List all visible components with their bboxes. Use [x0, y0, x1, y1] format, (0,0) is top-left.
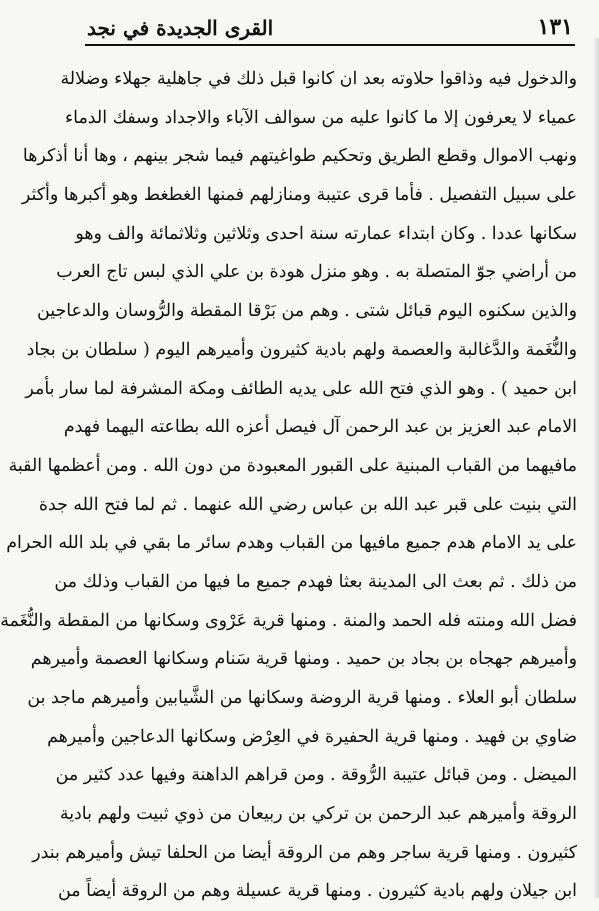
text-line: والنُّغَمة والدَّغالبة والعصمة ولهم بادية كثيرون وأميرهم اليوم ( سلطان بن بجاد [26, 339, 577, 360]
text-line: مافيهما من القباب المبنية على القبور المعبودة من دون الله . ومن أعظمها القبة [8, 455, 577, 476]
text-line: ضاوي بن فهيد . ومنها قرية الحفيرة في العِرْض وسكانها الدعاجين وأميرهم [47, 726, 577, 747]
text-line: ابن حميد ) . وهو الذي فتح الله على يديه الطائف ومكة المشرفة لما سار بأمر [25, 378, 577, 399]
page-body-text [0, 46, 579, 911]
text-line: فضل الله ومنته فله الحمد والمنة . ومنها قرية عَرْوى وسكانها من المقطة والنُّغَمة [0, 610, 577, 631]
text-line: عمياء لا يعرفون إلا ما كانوا عليه من سوالف الآباء والاجداد وسفك الدماء [65, 107, 577, 128]
text-line: سلطان أبو العلاء . ومنها قرية الروضة وسكانها من الشَّيابين وأميرهم ماجد بن [27, 688, 577, 708]
page-header [81, 0, 579, 44]
text-line: ابن جيلان ولهم بادية كثيرون . ومنها قرية عسيلة وهم من الروقة أيضاً من [58, 881, 577, 902]
page-edge-shadow [593, 38, 599, 898]
text-line: وأميرهم جهجاه بن بجاد بن حميد . ومنها قرية سَنام وسكانها العصمة وأميرهم [30, 649, 577, 670]
text-line: والذين سكنوه اليوم قبائل شتى . وهم من بَرْقا المقطة والرُّوسان والدعاجين [37, 301, 577, 322]
text-line: ونهب الاموال وقطع الطريق وتحكيم طواغيتهم فيما شجر بينهم ، وها أنا أذكرها [22, 146, 577, 167]
text-line: الامام عبد العزيز بن عبد الرحمن آل فيصل أعزه الله بطاعته اليهما فهدم [63, 417, 577, 438]
text-line: التي بنيت على قبر عبد الله بن عباس رضي الله عنهما . ثم لما فتح الله جدة [38, 494, 577, 515]
text-line: على سبيل التفصيل . فأما قرى عتيبة ومنازلهم فمنها الغطغط وهو أكبرها وأكثر [21, 185, 577, 206]
page-number: ١٣١ [537, 14, 573, 40]
text-line: على يد الامام هدم جميع مافيها من القباب وهدم سائر ما بقي في بلد الله الحرام [6, 533, 577, 554]
running-title: القرى الجديدة في نجد [87, 16, 274, 40]
text-line: الميضل . ومن قبائل عتيبة الرُّوقة . ومن قراهم الداهنة وفيها عدد كثير من [55, 765, 577, 786]
text-line: من ذلك . ثم بعث الى المدينة بعثا فهدم جميع ما فيها من القباب وذلك من [54, 571, 577, 592]
text-line: الروقة وأميرهم عبد الرحمن بن تركي بن ربيعان من ذوي ثبيت ولهم بادية [59, 804, 577, 825]
text-line: من أراضي جوّ المتصلة به . وهو منزل هودة بن علي الذي لبس تاج العرب [56, 262, 577, 283]
text-line: والدخول فيه وذاقوا حلاوته بعد ان كانوا قبل ذلك في جاهلية جهلاء وضلالة [60, 69, 577, 89]
text-line: كثيرون . ومنها قرية ساجر وهم من الروقة أيضا من الحلفا تيش وأميرهم بندر [32, 842, 577, 863]
text-line: سكانها عددا . وكان ابتداء عمارته سنة احدى وثلاثين وثلاثمائة والف وهو [75, 223, 577, 244]
